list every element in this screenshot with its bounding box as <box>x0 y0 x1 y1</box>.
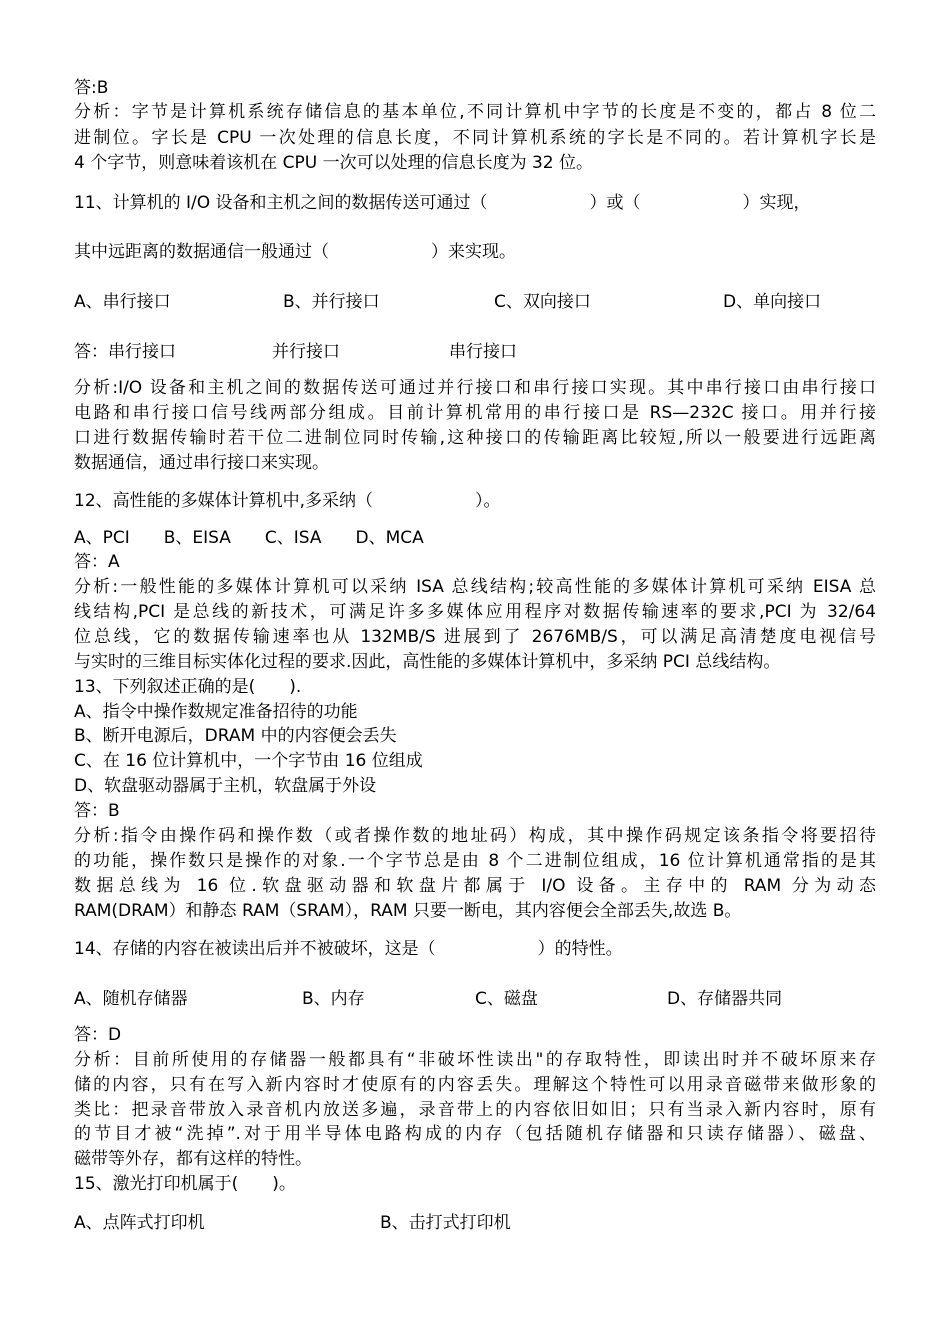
analysis-line: 位总线，它的数据传输速率也从 132MB/S 进展到了 2676MB/S，可以满足高清楚度电视信号 <box>74 627 876 647</box>
option-a: A、串行接口 <box>74 292 171 312</box>
option-b: B、内存 <box>302 989 365 1009</box>
question-15: 15、激光打印机属于( )。 <box>74 1174 296 1194</box>
analysis-line: 数据通信，通过串行接口来实现。 <box>74 453 329 473</box>
option-a: A、点阵式打印机 <box>74 1213 205 1233</box>
analysis-line: 线结构,PCI 是总线的新技术，可满足许多多媒体应用程序对数据传输速率的要求,PCI 为 32/64 <box>74 602 876 622</box>
question-11-cont: 其中远距离的数据通信一般通过（ ）来实现。 <box>74 242 516 262</box>
analysis-line: 与实时的三维目标实体化过程的要求.因此，高性能的多媒体计算机中，多采纳 PCI 总线结构。 <box>74 652 781 672</box>
option-d: D、单向接口 <box>723 292 822 312</box>
analysis-line: 的功能，操作数只是操作的对象.一个字节总是由 8 个二进制位组成，16 位计算机通常指的是其 <box>74 851 876 871</box>
analysis-line: 类比：把录音带放入录音机内放送多遍，录音带上的内容依旧如旧；只有当录入新内容时，原有 <box>74 1100 876 1120</box>
analysis-line: 分析：目前所使用的存储器一般都具有“非破坏性读出"的存取特性，即读出时并不破坏原来存 <box>74 1050 876 1070</box>
option-c: C、双向接口 <box>494 292 591 312</box>
answer-value-2: 并行接口 <box>272 342 340 362</box>
analysis-line: 储的内容，只有在写入新内容时才使原有的内容丢失。理解这个特性可以用录音磁带来做形象的 <box>74 1075 876 1095</box>
answer-line: 答：D <box>74 1025 122 1045</box>
question-12: 12、高性能的多媒体计算机中,多采纳（ ）。 <box>74 491 501 511</box>
analysis-line: 口进行数据传输时若干位二进制位同时传输,这种接口的传输距离比较短,所以一般要进行远距离 <box>74 428 876 448</box>
analysis-line: 的节目才被“洗掉”.对于用半导体电路构成的内存（包括随机存储器和只读存储器）、磁盘、 <box>74 1124 876 1144</box>
analysis-line: RAM(DRAM）和静态 RAM（SRAM），RAM 只要一断电，其内容便会全部丢失,故选 B。 <box>74 901 742 921</box>
options-line: A、PCI B、EISA C、ISA D、MCA <box>74 528 424 548</box>
analysis-line: 分析：字节是计算机系统存储信息的基本单位,不同计算机中字节的长度是不变的，都占 8 位二 <box>74 102 876 122</box>
option-b: B、击打式打印机 <box>380 1213 511 1233</box>
question-11: 11、计算机的 I/O 设备和主机之间的数据传送可通过（ ）或（ ）实现， <box>74 193 811 213</box>
analysis-line: 4 个字节，则意味着该机在 CPU 一次可以处理的信息长度为 32 位。 <box>74 153 594 173</box>
answer-line: 答：B <box>74 801 120 821</box>
option-b: B、并行接口 <box>283 292 380 312</box>
analysis-line: 分析:指令由操作码和操作数（或者操作数的地址码）构成，其中操作码规定该条指令将要招待 <box>74 826 876 846</box>
analysis-line: 磁带等外存，都有这样的特性。 <box>74 1149 312 1169</box>
option-d: D、软盘驱动器属于主机，软盘属于外设 <box>74 776 377 796</box>
analysis-line: 进制位。字长是 CPU 一次处理的信息长度，不同计算机系统的字长是不同的。若计算机字长是 <box>74 128 876 148</box>
answer-line: 答：串行接口 <box>74 342 176 362</box>
analysis-line: 分析:一般性能的多媒体计算机可以采纳 ISA 总线结构;较高性能的多媒体计算机可采纳 EISA 总 <box>74 577 876 597</box>
answer-line: 答:B <box>74 78 109 98</box>
option-a: A、随机存储器 <box>74 989 188 1009</box>
answer-line: 答：A <box>74 552 120 572</box>
option-c: C、磁盘 <box>475 989 538 1009</box>
analysis-line: 数据总线为 16 位.软盘驱动器和软盘片都属于 I/O 设备。主存中的 RAM 分为动态 <box>74 876 876 896</box>
analysis-line: 分析:I/O 设备和主机之间的数据传送可通过并行接口和串行接口实现。其中串行接口由串行接口 <box>74 378 876 398</box>
question-13: 13、下列叙述正确的是( ). <box>74 677 302 697</box>
option-b: B、断开电源后，DRAM 中的内容便会丢失 <box>74 726 397 746</box>
analysis-line: 电路和串行接口信号线两部分组成。目前计算机常用的串行接口是 RS—232C 接口。用并行接 <box>74 403 876 423</box>
question-14: 14、存储的内容在被读出后并不被破坏，这是（ ）的特性。 <box>74 939 623 959</box>
answer-value-3: 串行接口 <box>449 342 517 362</box>
option-d: D、存储器共同 <box>667 989 783 1009</box>
option-c: C、在 16 位计算机中，一个字节由 16 位组成 <box>74 751 423 771</box>
option-a: A、指令中操作数规定准备招待的功能 <box>74 702 358 722</box>
